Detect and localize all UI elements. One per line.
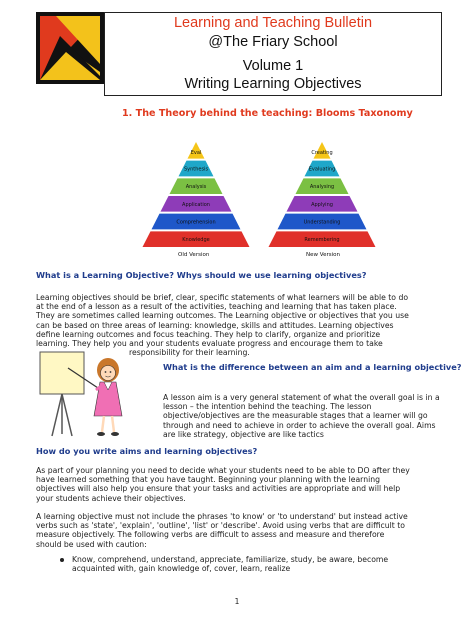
- pyramid-level-label: Analysis: [185, 184, 207, 191]
- pyramid-level-label: Analysing: [309, 184, 335, 191]
- text-line: your students achieve their objectives.: [36, 493, 186, 503]
- pyramid-level-label: Creating: [311, 149, 333, 156]
- text-line: have learned something that you have taught. Beginning your planning with the learning: [36, 475, 380, 485]
- new-version-caption: New Version: [306, 252, 340, 258]
- text-line: learning. They help you and your students evaluate progress and encourage them to take: [36, 339, 383, 349]
- bloom-pyramid-new: [268, 140, 376, 258]
- bulletin-header: [104, 12, 442, 96]
- text-line: A lesson aim is a very general statement of what the overall goal is in a: [163, 393, 440, 402]
- teacher-at-flipchart-icon: [38, 346, 128, 438]
- text-line: define learning outcomes and focus teaching. They help to clarify, organize and prioritize: [36, 329, 381, 339]
- pyramid-level-label: Application: [182, 201, 210, 208]
- paragraph-active-verbs: [36, 512, 408, 549]
- text-line: through and need to achieve in order to achieve the overall goal. Aims: [163, 420, 436, 430]
- bullet-list-item: [72, 555, 388, 573]
- text-line: A learning objective must not include the phrases 'to know' or 'to understand' but instead active: [36, 512, 408, 521]
- pyramid-level-label: Understanding: [303, 219, 341, 226]
- text-line: As part of your planning you need to decide what your students need to be able to DO after they: [36, 466, 410, 475]
- bulletin-title: Learning and Teaching Bulletin: [173, 15, 373, 31]
- question-aim-vs-objective: What is the difference between an aim and a learning objective?: [163, 362, 462, 372]
- volume-label: Volume 1: [242, 58, 304, 74]
- pyramid-level-label: Comprehension: [176, 219, 216, 226]
- old-version-caption: Old Version: [178, 252, 210, 258]
- section-title: 1. The Theory behind the teaching: Blooms Taxonomy: [122, 108, 413, 119]
- text-line: acquainted with, gain knowledge of, cover, learn, realize: [72, 564, 291, 574]
- paragraph-planning: [36, 466, 410, 503]
- school-name: @The Friary School: [208, 34, 338, 50]
- text-line: Learning objectives should be brief, clear, specific statements of what learners will be able to do: [36, 293, 409, 302]
- text-line: objective/objectives are the measurable stages that a learner will go: [163, 411, 428, 421]
- pyramid-level-label: Remembering: [304, 237, 340, 244]
- page-number: 1: [234, 597, 240, 606]
- bloom-pyramid-old: [142, 140, 250, 258]
- text-line: are like strategy, objective are like tactics: [163, 429, 324, 439]
- pyramid-level-label: Synthesis: [183, 166, 209, 173]
- friary-school-logo: [36, 12, 104, 84]
- text-line: They are sometimes called learning outcomes. The Learning objective or objectives that you use: [36, 311, 409, 321]
- text-line: at the end of a lesson as a result of the activities, teaching and learning that has taken place.: [36, 302, 397, 312]
- question-how-to-write: How do you write aims and learning objectives?: [36, 446, 258, 456]
- text-line: responsibility for their learning.: [129, 348, 250, 358]
- bullet-icon: [60, 558, 64, 562]
- text-line: can be based on three areas of learning: knowledge, skills and attitudes. Learning objectives: [36, 320, 394, 330]
- pyramid-level-label: Eval: [190, 149, 202, 156]
- text-line: Know, comprehend, understand, appreciate, familiarize, study, be aware, become: [72, 555, 389, 564]
- text-line: lesson – the intention behind the teaching. The lesson: [163, 402, 372, 412]
- pyramid-level-label: Applying: [311, 201, 333, 208]
- text-line: measure objectively. The following verbs are difficult to assess and measure and therefore: [36, 530, 385, 540]
- bulletin-topic: Writing Learning Objectives: [184, 76, 362, 92]
- text-line: verbs such as 'state', 'explain', 'outline', 'list' or 'describe'. Avoid using verbs that are difficult to: [36, 521, 405, 531]
- pyramid-level-label: Evaluating: [308, 166, 336, 173]
- pyramid-level-label: Knowledge: [182, 237, 210, 244]
- text-line: objectives will also help you ensure that your tasks and activities are appropriate and will help: [36, 484, 401, 494]
- question-what-is-learning-objective: What is a Learning Objective? Whys should we use learning objectives?: [36, 270, 367, 280]
- paragraph-aim-vs-objective: [163, 393, 440, 439]
- text-line: should be used with caution:: [36, 539, 147, 549]
